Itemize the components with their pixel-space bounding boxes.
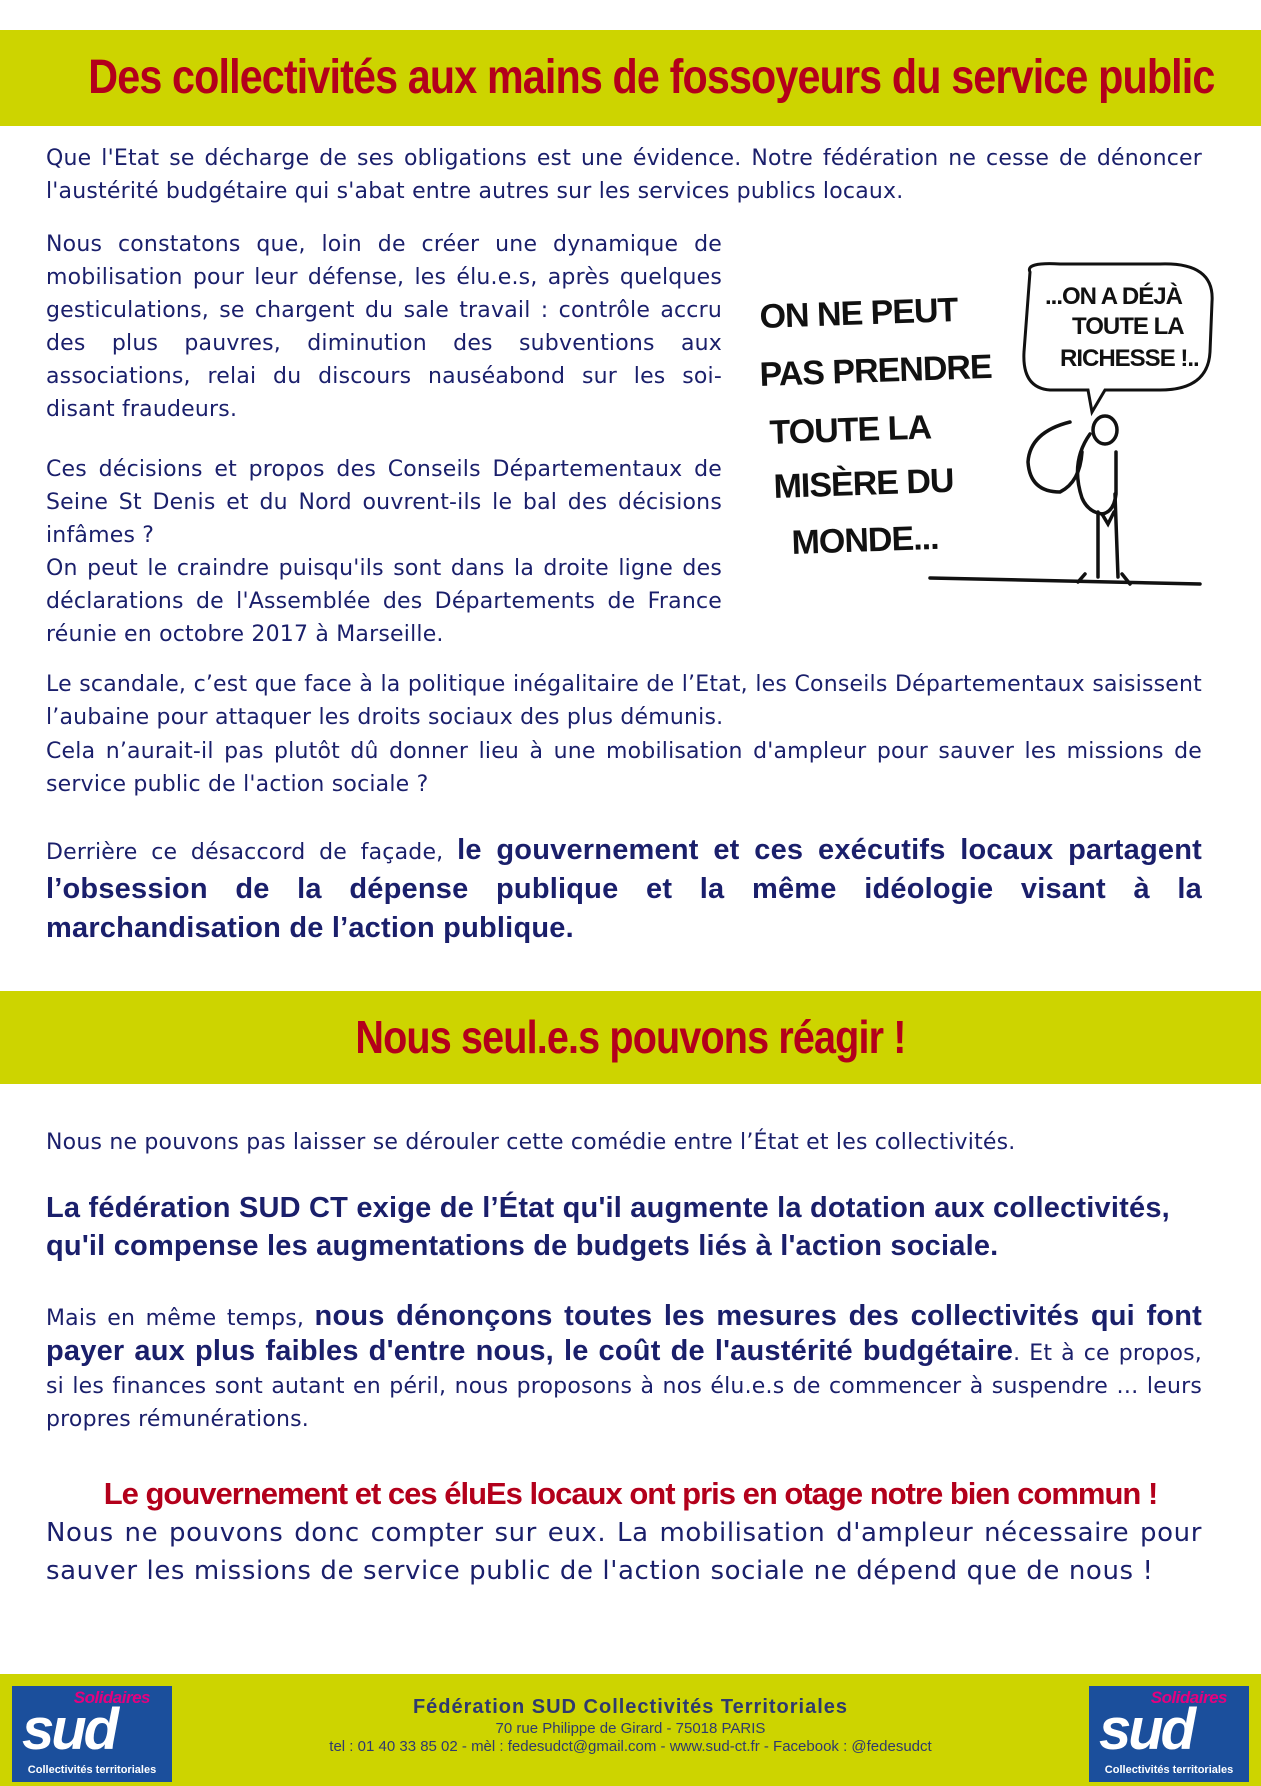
logo-subtitle-right: Collectivités territoriales — [1104, 1764, 1234, 1776]
sud-logo-right — [1089, 1686, 1249, 1782]
section2-title: Nous seul.e.s pouvons réagir ! — [355, 1011, 906, 1063]
denonce-tail: . Et à ce propos, si les finances sont autant en péril, nous proposons à nos élu.e.s de commencer à suspendre … leurs propres rémunérations. — [46, 1341, 1203, 1432]
decisions-paragraph-1: Ces décisions et propos des Conseils Départementaux de Seine St Denis et du Nord ouvrent-ils le bal des décisions infâmes ? — [46, 457, 722, 548]
scandale-paragraph-1: Le scandale, c’est que face à la politique inégalitaire de l’Etat, les Conseils Départementaux saisissent l’aubaine pour attaquer les droits sociaux des plus démunis. — [46, 672, 1202, 730]
intro-paragraph: Que l'Etat se décharge de ses obligations est une évidence. Notre fédération ne cesse de dénoncer l'austérité budgétaire qui s'abat entre autres sur les services publics locaux. — [46, 146, 1202, 204]
facade-paragraph — [46, 832, 1202, 949]
logo-subtitle: Collectivités territoriales — [27, 1764, 157, 1776]
footer-address: 70 rue Philippe de Girard - 75018 PARIS — [495, 1720, 766, 1737]
logo-sud-right: sud — [1099, 1697, 1194, 1762]
denonce-lead: Mais en même temps, — [46, 1306, 315, 1331]
exige-paragraph: La fédération SUD CT exige de l’État qu'il augmente la dotation aux collectivités, qu'il compense les augmentations de budgets liés à l'action sociale. — [46, 1192, 1170, 1262]
denonce-paragraph — [46, 1300, 1202, 1436]
politician-figure-icon — [930, 416, 1200, 584]
decisions-paragraph-2: On peut le craindre puisqu'ils sont dans la droite ligne des déclarations de l'Assemblée des Départements de France réunie en octobre 2017 à Marseille. — [46, 556, 722, 647]
denonce-bold: nous dénonçons toutes les mesures des collectivités qui font payer aux plus faibles d'entre nous, le coût de l'austérité budgétaire — [46, 1300, 1202, 1367]
constat-paragraph: Nous constatons que, loin de créer une dynamique de mobilisation pour leur défense, les élu.e.s, après quelques gesticulations, se chargent du sale travail : contrôle accru des plus pauvres, diminution des subventions aux associations, relai du discours nauséabond sur les soi-disant fraudeurs. — [46, 232, 722, 422]
header-band — [0, 30, 1261, 126]
footer-info — [200, 1694, 1061, 1756]
logo-sud: sud — [22, 1697, 117, 1762]
footer-org: Fédération SUD Collectivités Territoriales — [412, 1696, 849, 1718]
footer-contact: tel : 01 40 33 85 02 - mèl : fedesudct@gmail.com - www.sud-ct.fr - Facebook : @fedesudct — [329, 1738, 932, 1755]
logo-solidaires-right: Solidaires — [1150, 1688, 1227, 1707]
facade-bold: le gouvernement et ces exécutifs locaux partagent l’obsession de la dépense publique et la même idéologie visant à la marchandisation de l’action publique. — [46, 834, 1203, 944]
page-title: Des collectivités aux mains de fossoyeurs du service public — [88, 51, 1215, 104]
cartoon-left-line-4: MISÈRE DU — [772, 461, 955, 506]
bubble-line-2: TOUTE LA — [1072, 313, 1184, 340]
sud-logo-left — [12, 1686, 172, 1782]
otage-statement: Le gouvernement et ces éluEs locaux ont pris en otage notre bien commun ! — [103, 1476, 1158, 1511]
cartoon-left-line-2: PAS PRENDRE — [758, 347, 993, 394]
logo-solidaires: Solidaires — [73, 1688, 150, 1707]
cartoon-left-line-5: MONDE... — [790, 518, 940, 562]
bubble-line-1: ...ON A DÉJÀ — [1045, 283, 1182, 310]
final-paragraph: Nous ne pouvons donc compter sur eux. La mobilisation d'ampleur nécessaire pour sauver les missions de service public de l'action sociale ne dépend que de nous ! — [46, 1518, 1202, 1586]
comedie-paragraph: Nous ne pouvons pas laisser se dérouler cette comédie entre l’État et les collectivités. — [46, 1130, 1016, 1155]
facade-lead: Derrière ce désaccord de façade, — [46, 840, 458, 865]
cartoon-left-line-3: TOUTE LA — [768, 408, 932, 452]
bubble-line-3: RICHESSE !.. — [1060, 345, 1199, 372]
cartoon-illustration — [730, 262, 1220, 618]
scandale-paragraph-2: Cela n’aurait-il pas plutôt dû donner lieu à une mobilisation d'ampleur pour sauver les missions de service public de l'action sociale ? — [46, 739, 1202, 797]
cartoon-left-line-1: ON NE PEUT — [758, 291, 958, 336]
section2-band — [0, 991, 1261, 1084]
